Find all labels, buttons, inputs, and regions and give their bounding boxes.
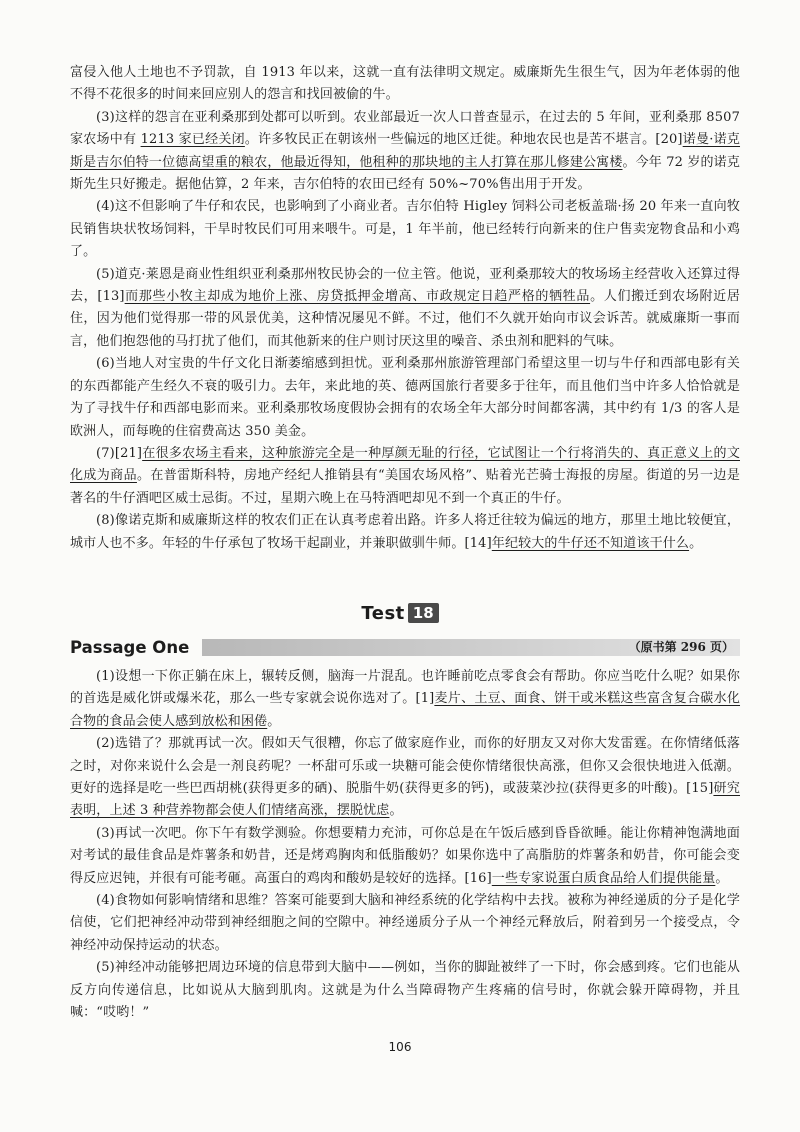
paragraph-5: (5)神经冲动能够把周边环境的信息带到大脑中——例如，当你的脚趾被绊了一下时，你会感到疼。它们也能从反方向传递信息，比如说从大脑到肌肉。这就是为什么当障碍物产生疼痛的信号时，你就会躲开障碍物，并且喊：“哎哟！” [70,960,740,1021]
page-number: 106 [388,1040,412,1054]
paragraph-continued: 富侵入他人土地也不予罚款，自 1913 年以来，这就一直有法律明文规定。威廉斯先生很生气，因为年老体弱的他不得不花很多的时间来回应别人的怨言和找回被偷的牛。 [70,65,740,103]
test-number-badge: 18 [408,603,439,623]
answer-key-underline-20: 诺曼·诺克斯是吉尔伯特一位德高望重的粮农，他最近得知，他租种的那块地的主人打算在那儿修建公寓楼 [70,132,741,170]
underlined-text: 1213 家已经关闭 [140,132,245,148]
page-reference: （原书第 296 页） [628,640,734,654]
answer-key-underline-14: 年纪较大的牛仔还不知道该干什么 [491,535,690,551]
paragraph-2: (2)选错了？那就再试一次。假如天气很糟，你忘了做家庭作业，而你的好朋友又对你大发雷霆。在你情绪低落之时，对你来说什么会是一剂良药呢？一杯甜可乐或一块糖可能会使你情绪很快高涨，但你又会很快地进入低潮。更好的选择是吃一些巴西胡桃(获得更多的硒)、脱脂牛奶(获得更多的钙)，或菠菜沙拉(获得更多的叶酸)。[15]研究表明，上述 3 种营养物都会使人们情绪高涨，摆脱忧虑。 [70,736,740,819]
test-heading [0,598,800,628]
test-label: Test [361,602,405,624]
answer-key-underline-13: 而那些小牧主却成为地价上涨、房贷抵押金增高、市政规定日趋严格的牺牲品 [124,289,591,305]
paragraph-1: (1)设想一下你正躺在床上，辗转反侧，脑海一片混乱。也许睡前吃点零食会有帮助。你应当吃什么呢？如果你的首选是威化饼或爆米花，那么一些专家就会说你选对了。[1]麦片、土豆、面食、饼干或米糕这些富含复合碳水化合物的食品会使人感到放松和困倦。 [70,669,741,729]
answer-key-underline-15: 研究表明，上述 3 种营养物都会使人们情绪高涨，摆脱忧虑 [70,781,740,819]
passage-header [70,636,740,660]
passage-one-body [70,666,740,1025]
answer-key-underline-21: 在很多农场主看来，这种旅游完全是一种厚颜无耻的行径，它试图让一个行将消失的、真正意义上的文化成为商品 [70,445,740,484]
paragraph-3: (3)再试一次吧。你下午有数学测验。你想要精力充沛，可你总是在午饭后感到昏昏欲睡。能让你精神饱满地面对考试的最佳食品是炸薯条和奶昔，还是烤鸡胸肉和低脂酸奶？如果你选中了高脂肪的炸薯条和奶昔，你可能会变得反应迟钝，并很有可能考砸。高蛋白的鸡肉和酸奶是较好的选择。[16]一些专家说蛋白质食品给人们提供能量。 [70,825,740,886]
paragraph-5: (5)道克·莱恩是商业性组织亚利桑那州牧民协会的一位主管。他说，亚利桑那较大的牧场场主经营收入还算过得去，[13]而那些小牧主却成为地价上涨、房贷抵押金增高、市政规定日趋严格的牺牲品。人们搬迁到农场附近居住，因为他们觉得那一带的风景优美，这种情况屡见不鲜。不过，他们不久就开始向市议会诉苦。就威廉斯一事而言，他们抱怨他的马打扰了他们，而其他新来的住户则讨厌这里的噪音、杀虫剂和肥料的气味。 [70,266,740,349]
paragraph-8: (8)像诺克斯和威廉斯这样的牧农们正在认真考虑着出路。许多人将迁往较为偏远的地方，那里土地比较便宜，城市人也不多。年轻的牛仔承包了牧场干起副业，并兼职做驯牛师。[14]年纪较大的牛仔还不知道该干什么。 [70,513,740,551]
answer-key-underline-16: 一些专家说蛋白质食品给人们提供能量 [491,870,716,886]
paragraph-7: (7)[21]在很多农场主看来，这种旅游完全是一种厚颜无耻的行径，它试图让一个行将消失的、真正意义上的文化成为商品。在普雷斯科特，房地产经纪人推销县有“美国农场风格”、贴着光芒骑士海报的房屋。街道的另一边是著名的牛仔酒吧区威士忌街。不过，星期六晚上在马特酒吧却见不到一个真正的牛仔。 [70,445,740,506]
passage-title: Passage One [70,638,190,657]
paragraph-6: (6)当地人对宝贵的牛仔文化日渐萎缩感到担忧。亚利桑那州旅游管理部门希望这里一切与牛仔和西部电影有关的东西都能产生经久不衰的吸引力。去年，来此地的英、德两国旅行者要多于往年，而且他们当中许多人恰恰就是为了寻找牛仔和西部电影而来。亚利桑那牧场度假协会拥有的农场全年大部分时间都客满，其中约有 1/3 的客人是欧洲人，而每晚的住宿费高达 350 美金。 [70,356,740,439]
paragraph-4: (4)食物如何影响情绪和思维？答案可能要到大脑和神经系统的化学结构中去找。被称为神经递质的分子是化学信使，它们把神经冲动带到神经细胞之间的空隙中。神经递质分子从一个神经元释放后，附着到另一个接受点，令神经冲动保持运动的状态。 [70,893,740,953]
paragraph-4: (4)这不但影响了牛仔和农民，也影响到了小商业者。吉尔伯特 Higley 饲料公司老板盖瑞·扬 20 年来一直向牧民销售块状牧场饲料，干旱时牧民们可用来喂牛。可是，1 年半前，他已经转行向新来的住户售卖宠物食品和小鸡了。 [70,199,740,260]
previous-passage-continuation [70,62,740,555]
answer-key-underline-1: 麦片、土豆、面食、饼干或米糕这些富含复合碳水化合物的食品会使人感到放松和困倦 [70,691,741,729]
paragraph-3: (3)这样的怨言在亚利桑那到处都可以听到。农业部最近一次人口普查显示，在过去的 5 年间，亚利桑那 8507 家农场中有 1213 家已经关闭。许多牧民正在朝该州一些偏远的地区迁徙。种地农民也是苦不堪言。[20]诺曼·诺克斯是吉尔伯特一位德高望重的粮农，他最近得知，他租种的那块地的主人打算在那儿修建公寓楼。今年 72 岁的诺克斯先生只好搬走。据他估算，2 年来，吉尔伯特的农田已经有 50%~70%售出用于开发。 [70,109,741,193]
